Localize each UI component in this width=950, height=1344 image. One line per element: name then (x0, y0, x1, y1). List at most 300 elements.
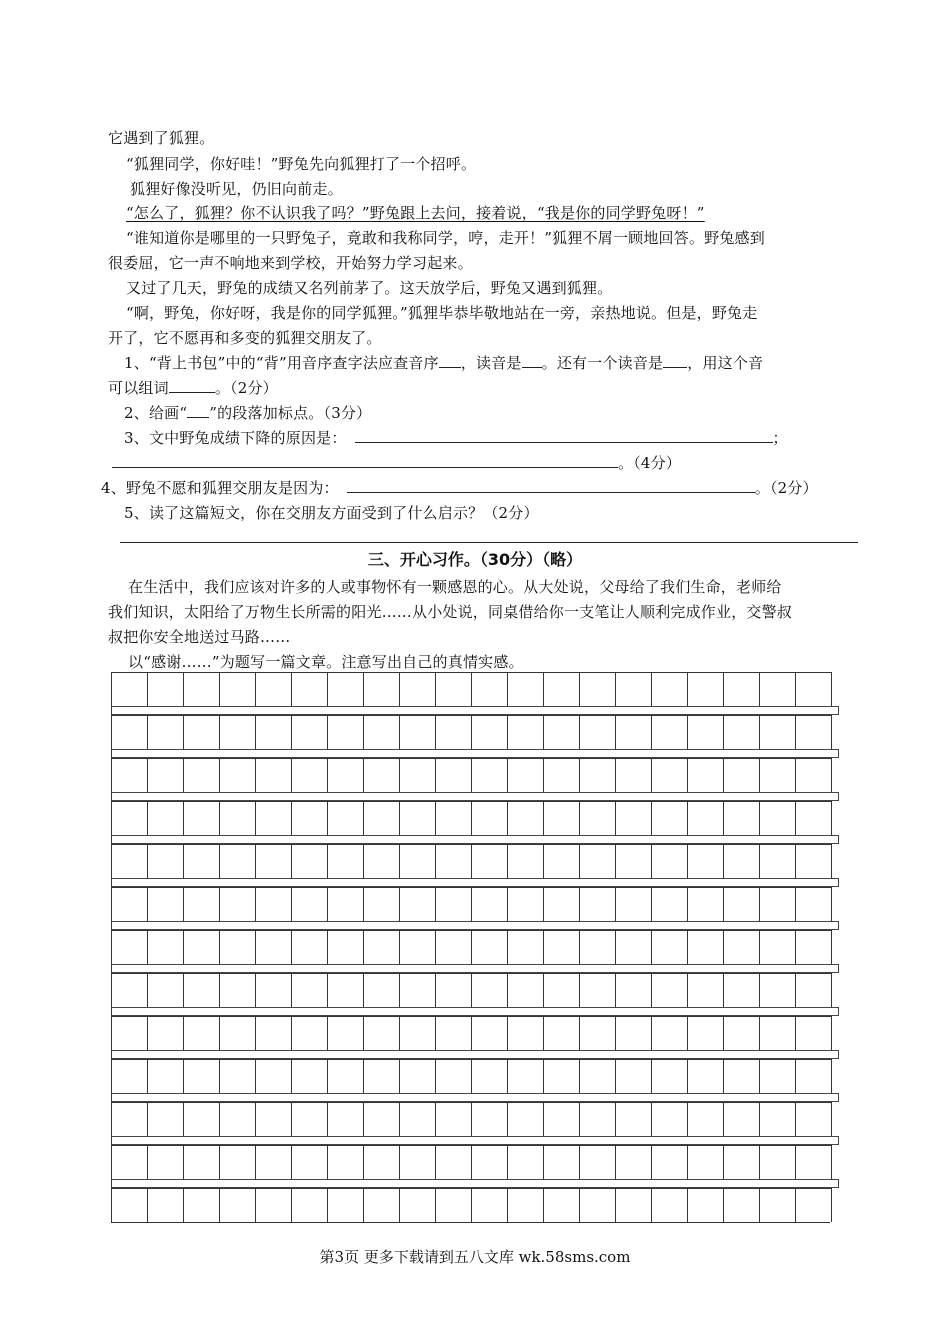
grid-cell[interactable] (399, 758, 435, 792)
grid-cell[interactable] (291, 1145, 327, 1179)
grid-cell[interactable] (687, 1102, 723, 1136)
grid-cell[interactable] (615, 758, 651, 792)
answer-blank[interactable] (355, 428, 773, 443)
grid-row-spacer (111, 749, 839, 758)
grid-cell[interactable] (255, 1016, 291, 1050)
grid-cell[interactable] (291, 801, 327, 835)
question-5: 5、读了这篇短文，你在交朋友方面受到了什么启示？（2分） (124, 504, 539, 522)
grid-cell[interactable] (183, 672, 219, 706)
grid-cell[interactable] (651, 973, 687, 1007)
grid-cell[interactable] (687, 1016, 723, 1050)
grid-cell[interactable] (111, 1059, 147, 1093)
grid-cell[interactable] (435, 973, 471, 1007)
grid-cell[interactable] (795, 1016, 832, 1050)
grid-cell[interactable] (183, 1102, 219, 1136)
grid-cell[interactable] (111, 715, 147, 749)
grid-cell[interactable] (219, 973, 255, 1007)
grid-cell[interactable] (111, 1016, 147, 1050)
grid-cell[interactable] (543, 1188, 579, 1222)
grid-cell[interactable] (147, 844, 183, 878)
grid-cell[interactable] (543, 844, 579, 878)
grid-cell[interactable] (147, 887, 183, 921)
grid-cell[interactable] (651, 758, 687, 792)
grid-cell[interactable] (651, 887, 687, 921)
grid-row-spacer (111, 792, 839, 801)
grid-cell[interactable] (255, 973, 291, 1007)
grid-cell[interactable] (615, 844, 651, 878)
grid-cell[interactable] (687, 758, 723, 792)
grid-cell[interactable] (327, 844, 363, 878)
grid-cell[interactable] (111, 844, 147, 878)
grid-cell[interactable] (471, 758, 507, 792)
grid-cell[interactable] (147, 1188, 183, 1222)
grid-cell[interactable] (759, 801, 795, 835)
grid-cell[interactable] (795, 1188, 832, 1222)
grid-row-spacer (111, 706, 839, 715)
grid-cell[interactable] (795, 973, 832, 1007)
grid-cell[interactable] (795, 1102, 832, 1136)
grid-cell[interactable] (507, 844, 543, 878)
grid-cell[interactable] (255, 1145, 291, 1179)
grid-cell[interactable] (615, 1188, 651, 1222)
grid-cell[interactable] (507, 672, 543, 706)
grid-cell[interactable] (147, 1102, 183, 1136)
grid-cell[interactable] (435, 672, 471, 706)
grid-cell[interactable] (291, 672, 327, 706)
grid-cell[interactable] (219, 715, 255, 749)
grid-cell[interactable] (147, 801, 183, 835)
grid-cell[interactable] (363, 1145, 399, 1179)
grid-row-spacer (111, 878, 839, 887)
grid-cell[interactable] (219, 1059, 255, 1093)
grid-cell[interactable] (651, 672, 687, 706)
grid-cell[interactable] (543, 758, 579, 792)
grid-cell[interactable] (651, 1145, 687, 1179)
grid-cell[interactable] (255, 1188, 291, 1222)
grid-cell[interactable] (291, 1188, 327, 1222)
grid-cell[interactable] (795, 1145, 832, 1179)
grid-cell[interactable] (327, 801, 363, 835)
grid-cell[interactable] (255, 1102, 291, 1136)
grid-cell[interactable] (219, 1188, 255, 1222)
grid-cell[interactable] (759, 844, 795, 878)
grid-cell[interactable] (723, 1145, 759, 1179)
grid-cell[interactable] (183, 801, 219, 835)
grid-cell[interactable] (435, 1016, 471, 1050)
grid-cell[interactable] (255, 715, 291, 749)
grid-cell[interactable] (291, 1102, 327, 1136)
grid-cell[interactable] (615, 801, 651, 835)
grid-cell[interactable] (399, 801, 435, 835)
grid-row-spacer (111, 1136, 839, 1145)
grid-cell[interactable] (183, 844, 219, 878)
grid-cell[interactable] (687, 715, 723, 749)
grid-cell[interactable] (579, 844, 615, 878)
grid-cell[interactable] (579, 930, 615, 964)
grid-cell[interactable] (543, 887, 579, 921)
grid-cell[interactable] (435, 1059, 471, 1093)
grid-cell[interactable] (759, 973, 795, 1007)
grid-cell[interactable] (399, 1016, 435, 1050)
grid-cell[interactable] (723, 672, 759, 706)
grid-cell[interactable] (579, 1188, 615, 1222)
grid-row (111, 1102, 839, 1136)
grid-cell[interactable] (183, 715, 219, 749)
grid-cell[interactable] (723, 801, 759, 835)
grid-cell[interactable] (183, 973, 219, 1007)
grid-cell[interactable] (651, 844, 687, 878)
grid-cell[interactable] (507, 1016, 543, 1050)
grid-cell[interactable] (723, 1016, 759, 1050)
grid-cell[interactable] (543, 715, 579, 749)
grid-cell[interactable] (219, 1145, 255, 1179)
answer-blank[interactable] (522, 353, 542, 368)
grid-cell[interactable] (687, 1145, 723, 1179)
grid-cell[interactable] (147, 715, 183, 749)
grid-cell[interactable] (759, 715, 795, 749)
grid-cell[interactable] (363, 758, 399, 792)
story-line: 又过了几天，野兔的成绩又名列前茅了。这天放学后，野兔又遇到狐狸。 (126, 279, 613, 297)
grid-cell[interactable] (183, 1188, 219, 1222)
grid-cell[interactable] (615, 715, 651, 749)
grid-cell[interactable] (615, 887, 651, 921)
grid-cell[interactable] (507, 887, 543, 921)
q1-text: 。还有一个读音是 (541, 354, 664, 372)
grid-cell[interactable] (651, 801, 687, 835)
grid-cell[interactable] (327, 930, 363, 964)
grid-cell[interactable] (795, 758, 832, 792)
q1-text: ，读音是 (460, 354, 522, 372)
grid-cell[interactable] (111, 1102, 147, 1136)
grid-cell[interactable] (615, 1102, 651, 1136)
grid-cell[interactable] (327, 1102, 363, 1136)
answer-blank[interactable] (347, 478, 755, 493)
grid-row (111, 844, 839, 878)
grid-cell[interactable] (363, 844, 399, 878)
grid-cell[interactable] (579, 758, 615, 792)
grid-cell[interactable] (291, 887, 327, 921)
grid-cell[interactable] (219, 1016, 255, 1050)
grid-cell[interactable] (255, 844, 291, 878)
grid-cell[interactable] (435, 715, 471, 749)
grid-cell[interactable] (759, 1188, 795, 1222)
grid-cell[interactable] (147, 1059, 183, 1093)
grid-cell[interactable] (219, 844, 255, 878)
grid-cell[interactable] (399, 1188, 435, 1222)
grid-cell[interactable] (183, 1016, 219, 1050)
grid-cell[interactable] (111, 801, 147, 835)
grid-cell[interactable] (579, 1016, 615, 1050)
section-heading: 三、开心习作。（30分）（略） (367, 550, 583, 569)
grid-cell[interactable] (183, 887, 219, 921)
grid-cell[interactable] (291, 715, 327, 749)
q3-text: 3、文中野兔成绩下降的原因是： (124, 429, 347, 447)
grid-cell[interactable] (507, 715, 543, 749)
grid-cell[interactable] (219, 801, 255, 835)
q4-text: 。（2分） (754, 479, 818, 497)
grid-cell[interactable] (399, 715, 435, 749)
grid-cell[interactable] (471, 1145, 507, 1179)
q1-text: 1、“背上书包”中的“背”用音序查字法应查音序 (124, 354, 439, 372)
grid-row (111, 1016, 839, 1050)
grid-row (111, 758, 839, 792)
grid-cell[interactable] (795, 801, 832, 835)
story-line: “狐狸同学，你好哇！”野兔先向狐狸打了一个招呼。 (126, 155, 477, 173)
grid-cell[interactable] (795, 672, 832, 706)
grid-cell[interactable] (183, 1145, 219, 1179)
grid-cell[interactable] (651, 1016, 687, 1050)
grid-cell[interactable] (579, 1059, 615, 1093)
grid-cell[interactable] (255, 758, 291, 792)
grid-cell[interactable] (183, 1059, 219, 1093)
grid-cell[interactable] (759, 930, 795, 964)
grid-cell[interactable] (759, 672, 795, 706)
grid-cell[interactable] (219, 758, 255, 792)
grid-cell[interactable] (615, 973, 651, 1007)
grid-cell[interactable] (507, 1145, 543, 1179)
grid-cell[interactable] (651, 1188, 687, 1222)
grid-cell[interactable] (687, 844, 723, 878)
grid-cell[interactable] (363, 1188, 399, 1222)
grid-cell[interactable] (219, 672, 255, 706)
grid-cell[interactable] (471, 973, 507, 1007)
grid-cell[interactable] (543, 1145, 579, 1179)
grid-cell[interactable] (579, 1145, 615, 1179)
grid-cell[interactable] (471, 1059, 507, 1093)
grid-cell[interactable] (507, 801, 543, 835)
grid-cell[interactable] (147, 1016, 183, 1050)
grid-cell[interactable] (435, 930, 471, 964)
grid-cell[interactable] (435, 887, 471, 921)
grid-cell[interactable] (723, 715, 759, 749)
grid-cell[interactable] (111, 758, 147, 792)
grid-cell[interactable] (111, 1145, 147, 1179)
grid-cell[interactable] (399, 672, 435, 706)
grid-cell[interactable] (363, 973, 399, 1007)
grid-cell[interactable] (147, 1145, 183, 1179)
grid-cell[interactable] (183, 758, 219, 792)
grid-cell[interactable] (723, 1102, 759, 1136)
grid-cell[interactable] (291, 930, 327, 964)
grid-cell[interactable] (759, 758, 795, 792)
grid-cell[interactable] (471, 887, 507, 921)
grid-cell[interactable] (147, 758, 183, 792)
answer-blank[interactable] (663, 353, 687, 368)
grid-cell[interactable] (507, 930, 543, 964)
grid-cell[interactable] (435, 844, 471, 878)
grid-cell[interactable] (507, 1059, 543, 1093)
grid-cell[interactable] (435, 758, 471, 792)
grid-cell[interactable] (651, 1059, 687, 1093)
grid-cell[interactable] (543, 973, 579, 1007)
grid-cell[interactable] (435, 1188, 471, 1222)
grid-cell[interactable] (471, 715, 507, 749)
grid-cell[interactable] (723, 930, 759, 964)
grid-cell[interactable] (615, 672, 651, 706)
grid-cell[interactable] (759, 1145, 795, 1179)
grid-cell[interactable] (111, 672, 147, 706)
grid-cell[interactable] (795, 715, 832, 749)
grid-cell[interactable] (327, 1059, 363, 1093)
grid-cell[interactable] (687, 973, 723, 1007)
grid-cell[interactable] (723, 1059, 759, 1093)
grid-cell[interactable] (291, 1059, 327, 1093)
grid-cell[interactable] (363, 1102, 399, 1136)
grid-cell[interactable] (759, 1102, 795, 1136)
grid-cell[interactable] (543, 801, 579, 835)
grid-cell[interactable] (399, 844, 435, 878)
grid-cell[interactable] (111, 973, 147, 1007)
grid-cell[interactable] (327, 715, 363, 749)
grid-cell[interactable] (579, 672, 615, 706)
grid-cell[interactable] (723, 887, 759, 921)
grid-cell[interactable] (795, 887, 832, 921)
grid-cell[interactable] (651, 930, 687, 964)
grid-cell[interactable] (615, 930, 651, 964)
grid-cell[interactable] (615, 1016, 651, 1050)
grid-cell[interactable] (327, 672, 363, 706)
grid-cell[interactable] (471, 801, 507, 835)
q4-text: 4、野兔不愿和狐狸交朋友是因为： (101, 479, 339, 497)
grid-row (111, 887, 839, 921)
grid-cell[interactable] (435, 1102, 471, 1136)
grid-cell[interactable] (147, 973, 183, 1007)
grid-cell[interactable] (327, 758, 363, 792)
grid-cell[interactable] (255, 672, 291, 706)
grid-cell[interactable] (687, 672, 723, 706)
grid-cell[interactable] (183, 930, 219, 964)
answer-blank[interactable] (169, 378, 215, 393)
answer-line[interactable] (120, 542, 858, 543)
grid-cell[interactable] (399, 1059, 435, 1093)
grid-cell[interactable] (471, 1188, 507, 1222)
grid-cell[interactable] (255, 930, 291, 964)
grid-cell[interactable] (435, 1145, 471, 1179)
grid-cell[interactable] (543, 1059, 579, 1093)
grid-row (111, 973, 839, 1007)
grid-cell[interactable] (651, 1102, 687, 1136)
grid-cell[interactable] (723, 973, 759, 1007)
grid-cell[interactable] (111, 1188, 147, 1222)
grid-cell[interactable] (579, 1102, 615, 1136)
grid-cell[interactable] (327, 887, 363, 921)
grid-cell[interactable] (651, 715, 687, 749)
grid-cell[interactable] (615, 1145, 651, 1179)
grid-cell[interactable] (255, 801, 291, 835)
grid-cell[interactable] (471, 1102, 507, 1136)
grid-cell[interactable] (291, 973, 327, 1007)
grid-cell[interactable] (471, 844, 507, 878)
grid-cell[interactable] (543, 930, 579, 964)
grid-cell[interactable] (795, 1059, 832, 1093)
grid-cell[interactable] (579, 715, 615, 749)
grid-row (111, 801, 839, 835)
grid-cell[interactable] (399, 930, 435, 964)
grid-cell[interactable] (507, 1188, 543, 1222)
grid-cell[interactable] (615, 1059, 651, 1093)
page-footer: 第3页 更多下载请到五八文库 wk.58sms.com (319, 1248, 631, 1266)
grid-cell[interactable] (399, 1102, 435, 1136)
grid-cell[interactable] (723, 844, 759, 878)
grid-cell[interactable] (543, 1102, 579, 1136)
prompt-line: 叔把你安全地送过马路…… (108, 628, 291, 646)
grid-cell[interactable] (327, 1016, 363, 1050)
grid-cell[interactable] (687, 930, 723, 964)
question-3-cont (112, 453, 681, 473)
grid-cell[interactable] (363, 801, 399, 835)
question-2 (124, 403, 371, 423)
grid-cell[interactable] (471, 930, 507, 964)
grid-cell[interactable] (795, 844, 832, 878)
grid-cell[interactable] (723, 1188, 759, 1222)
grid-cell[interactable] (399, 973, 435, 1007)
grid-cell[interactable] (363, 1059, 399, 1093)
grid-cell[interactable] (399, 1145, 435, 1179)
grid-cell[interactable] (255, 887, 291, 921)
grid-cell[interactable] (471, 672, 507, 706)
grid-cell[interactable] (687, 1059, 723, 1093)
grid-cell[interactable] (291, 844, 327, 878)
grid-cell[interactable] (507, 758, 543, 792)
grid-cell[interactable] (579, 973, 615, 1007)
q3-text: ； (772, 429, 788, 447)
grid-cell[interactable] (399, 887, 435, 921)
grid-cell[interactable] (327, 1145, 363, 1179)
grid-cell[interactable] (507, 1102, 543, 1136)
grid-cell[interactable] (219, 1102, 255, 1136)
grid-cell[interactable] (795, 930, 832, 964)
grid-cell[interactable] (579, 801, 615, 835)
grid-cell[interactable] (255, 1059, 291, 1093)
grid-cell[interactable] (363, 715, 399, 749)
grid-cell[interactable] (435, 801, 471, 835)
grid-cell[interactable] (219, 887, 255, 921)
grid-cell[interactable] (327, 1188, 363, 1222)
grid-cell[interactable] (471, 1016, 507, 1050)
grid-cell[interactable] (111, 930, 147, 964)
composition-grid[interactable] (111, 672, 839, 1223)
answer-blank[interactable] (112, 453, 618, 468)
grid-cell[interactable] (363, 930, 399, 964)
grid-cell[interactable] (219, 930, 255, 964)
story-line: 开了，它不愿再和多变的狐狸交朋友了。 (108, 329, 382, 347)
grid-cell[interactable] (687, 887, 723, 921)
grid-cell[interactable] (759, 1016, 795, 1050)
grid-cell[interactable] (543, 672, 579, 706)
grid-cell[interactable] (363, 1016, 399, 1050)
grid-cell[interactable] (363, 887, 399, 921)
grid-cell[interactable] (147, 930, 183, 964)
grid-row-spacer (111, 1007, 839, 1016)
grid-cell[interactable] (507, 973, 543, 1007)
answer-blank[interactable] (439, 353, 461, 368)
grid-cell[interactable] (363, 672, 399, 706)
grid-cell[interactable] (687, 801, 723, 835)
grid-cell[interactable] (111, 887, 147, 921)
grid-cell[interactable] (723, 758, 759, 792)
grid-cell[interactable] (759, 887, 795, 921)
grid-cell[interactable] (147, 672, 183, 706)
grid-cell[interactable] (291, 1016, 327, 1050)
grid-cell[interactable] (327, 973, 363, 1007)
grid-cell[interactable] (687, 1188, 723, 1222)
grid-cell[interactable] (291, 758, 327, 792)
grid-row (111, 1059, 839, 1093)
grid-cell[interactable] (579, 887, 615, 921)
question-1 (124, 353, 763, 373)
grid-cell[interactable] (543, 1016, 579, 1050)
grid-cell[interactable] (759, 1059, 795, 1093)
